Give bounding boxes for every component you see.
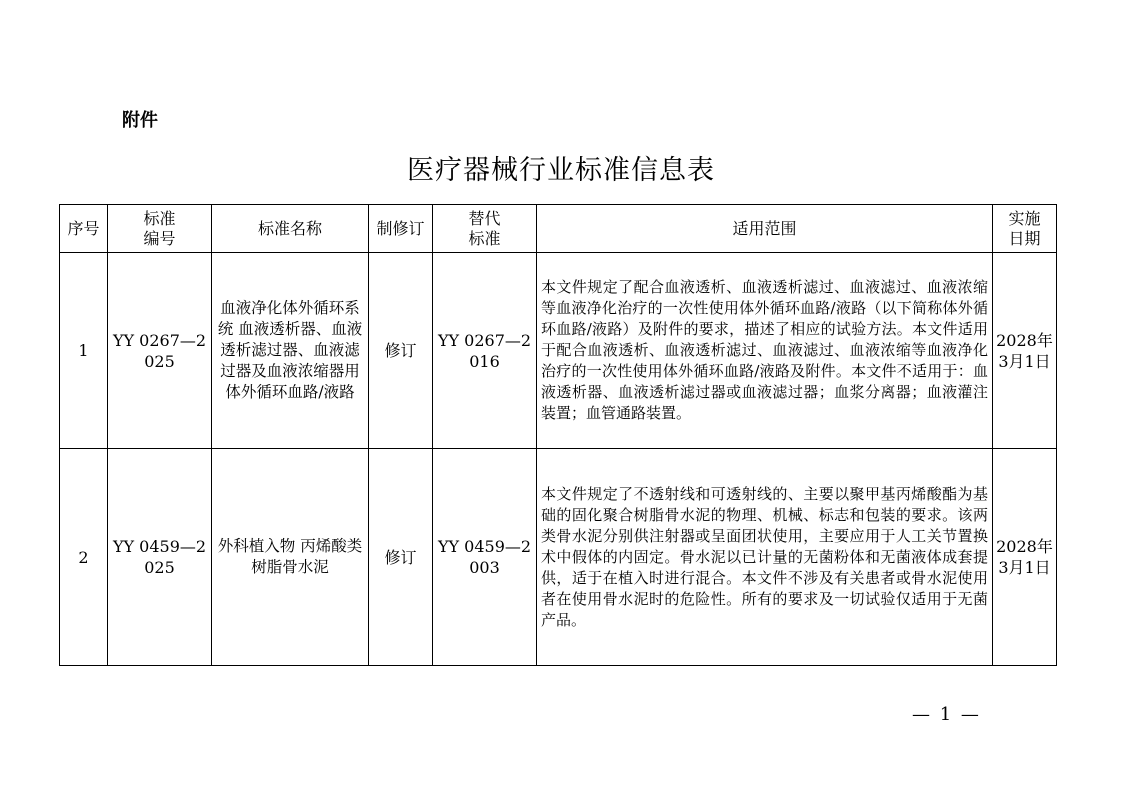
header-code bbox=[108, 205, 212, 253]
cell-date-text: 2028年3月1日 bbox=[996, 330, 1053, 371]
cell-type: 修订 bbox=[369, 253, 433, 449]
cell-scope: 本文件规定了配合血液透析、血液透析滤过、血液滤过、血液浓缩等血液净化治疗的一次性使用体外循环血路/液路（以下简称体外循环血路/液路）及附件的要求，描述了相应的试验方法。本文件适用于配合血液透析、血液透析滤过、血液滤过、血液浓缩等血液净化治疗的一次性使用体外循环血路/液路及附件。本文件不适用于：血液透析器、血液透析滤过器或血液滤过器；血浆分离器；血液灌注装置；血管通路装置。 bbox=[537, 253, 993, 449]
cell-date bbox=[993, 449, 1057, 666]
cell-code bbox=[108, 253, 212, 449]
cell-name: 外科植入物 丙烯酸类树脂骨水泥 bbox=[212, 449, 369, 666]
page-number: — 1 — bbox=[912, 704, 981, 725]
cell-type: 修订 bbox=[369, 449, 433, 666]
document-title: 医疗器械行业标准信息表 bbox=[407, 155, 715, 186]
cell-replace bbox=[433, 253, 537, 449]
header-scope: 适用范围 bbox=[537, 205, 993, 253]
table-row bbox=[60, 449, 1057, 666]
cell-code bbox=[108, 449, 212, 666]
cell-date bbox=[993, 253, 1057, 449]
header-name: 标准名称 bbox=[212, 205, 369, 253]
cell-name: 血液净化体外循环系统 血液透析器、血液透析滤过器、血液滤过器及血液浓缩器用体外循环血路/液路 bbox=[212, 253, 369, 449]
cell-code-text: YY 0459—2025 bbox=[112, 537, 207, 577]
cell-seq: 2 bbox=[60, 449, 108, 666]
header-date-text: 实施日期 bbox=[1008, 208, 1041, 248]
cell-replace-text: YY 0459—2003 bbox=[437, 537, 532, 577]
cell-replace bbox=[433, 449, 537, 666]
standards-table bbox=[59, 204, 1057, 666]
table-row bbox=[60, 253, 1057, 449]
header-type: 制修订 bbox=[369, 205, 433, 253]
cell-code-text: YY 0267—2025 bbox=[112, 330, 207, 371]
cell-date-text: 2028年3月1日 bbox=[996, 537, 1053, 577]
header-replace bbox=[433, 205, 537, 253]
header-replace-text: 替代标准 bbox=[468, 208, 501, 248]
header-date bbox=[993, 205, 1057, 253]
cell-scope: 本文件规定了不透射线和可透射线的、主要以聚甲基丙烯酸酯为基础的固化聚合树脂骨水泥的物理、机械、标志和包装的要求。该两类骨水泥分别供注射器或呈面团状使用，主要应用于人工关节置换术中假体的内固定。骨水泥以已计量的无菌粉体和无菌液体成套提供，适于在植入时进行混合。本文件不涉及有关患者或骨水泥使用者在使用骨水泥时的危险性。所有的要求及一切试验仅适用于无菌产品。 bbox=[537, 449, 993, 666]
header-seq: 序号 bbox=[60, 205, 108, 253]
attachment-label: 附件 bbox=[122, 110, 158, 131]
cell-seq: 1 bbox=[60, 253, 108, 449]
table-header-row bbox=[60, 205, 1057, 253]
header-code-text: 标准编号 bbox=[143, 208, 176, 248]
cell-replace-text: YY 0267—2016 bbox=[437, 330, 532, 371]
